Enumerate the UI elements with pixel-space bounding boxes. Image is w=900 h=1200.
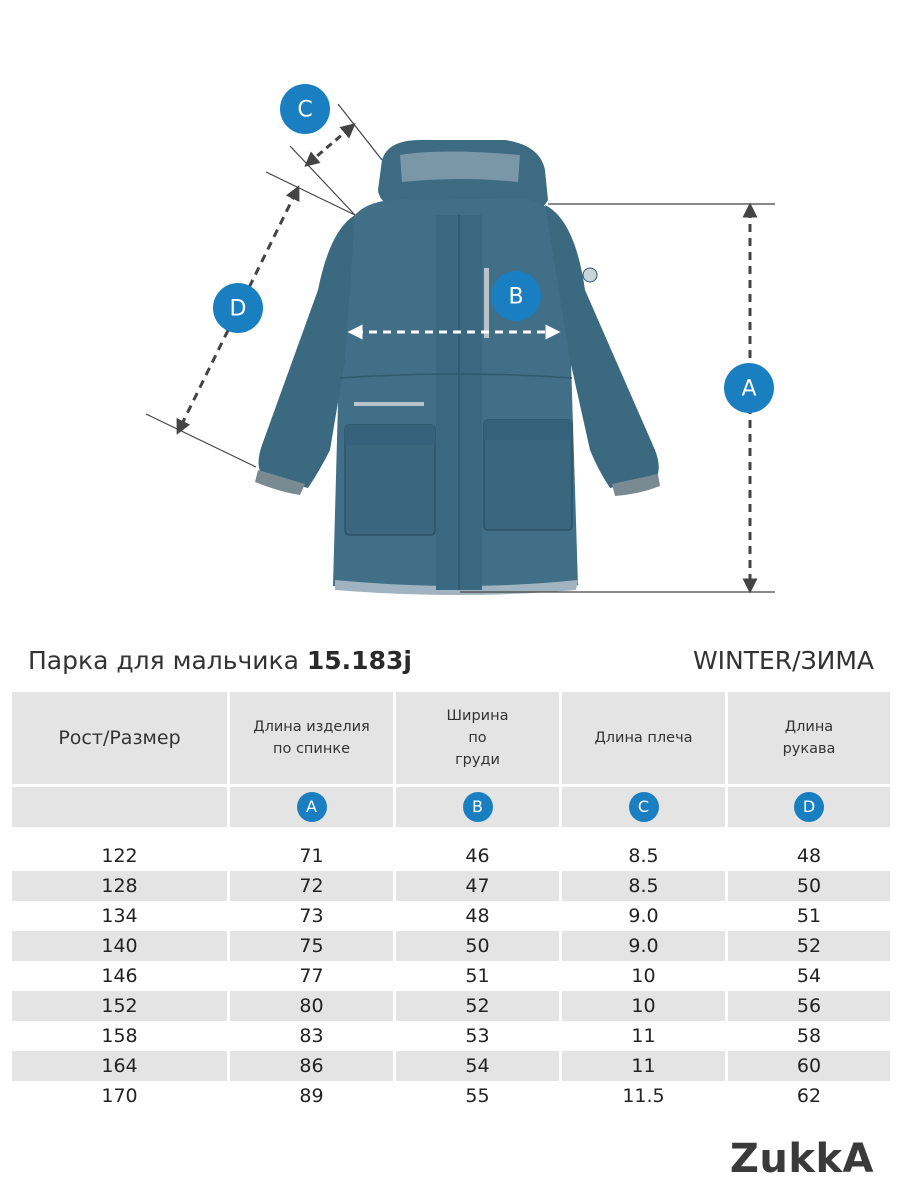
marker-a-label: A [741,376,757,402]
measure-cell: 9.0 [559,931,725,961]
table-row [12,871,890,901]
measure-cell: 54 [393,1051,559,1081]
table-row [12,991,890,1021]
column-marker-cell-4 [725,784,890,827]
measure-cell: 11 [559,1051,725,1081]
column-header-0 [12,692,227,784]
measure-cell: 53 [465,1025,490,1047]
size-cell: 164 [12,1051,227,1081]
table-marker-row [12,784,890,827]
column-header-line: груди [455,752,500,768]
measure-cell: 83 [299,1025,324,1047]
marker-b-label: B [508,284,524,310]
table-row [12,1021,890,1051]
measure-cell: 11.5 [622,1085,665,1107]
table-body [12,827,890,1111]
measure-cell: 9.0 [628,905,659,927]
measure-cell: 54 [796,965,822,987]
measure-cell: 8.5 [628,845,659,867]
measure-cell: 51 [796,905,822,927]
parka-drawing [255,140,660,595]
column-marker-a: A [297,792,327,822]
measure-cell: 10 [559,991,725,1021]
table-row [12,1051,890,1081]
column-header-line: Длина плеча [594,730,693,746]
column-header-line: по [468,730,487,746]
column-marker-cell-2 [393,784,559,827]
size-cell: 128 [12,871,227,901]
size-table [12,692,890,1111]
measure-cell: 52 [725,931,890,961]
column-header-4 [725,692,890,784]
size-cell: 140 [12,931,227,961]
column-header-line: по спинке [273,741,350,757]
column-marker-cell-3 [559,784,725,827]
size-cell: 152 [12,991,227,1021]
column-marker-b: B [463,792,493,822]
measure-cell: 77 [299,965,324,987]
measure-cell: 58 [796,1025,822,1047]
table-header-row [12,692,890,784]
measure-cell: 51 [465,965,490,987]
marker-c [280,84,330,134]
table-row [12,961,890,991]
measure-cell: 75 [227,931,393,961]
measure-c-arrow [310,128,350,162]
measure-cell: 8.5 [559,871,725,901]
measure-cell: 11 [631,1025,656,1047]
size-cell: 170 [101,1085,138,1107]
measure-cell: 60 [725,1051,890,1081]
measure-cell: 62 [796,1085,822,1107]
measure-cell: 46 [465,845,490,867]
measure-cell: 48 [796,845,822,867]
size-cell: 158 [101,1025,138,1047]
measure-cell: 71 [299,845,324,867]
table-row [12,931,890,961]
measure-cell: 86 [227,1051,393,1081]
measure-cell: 10 [631,965,656,987]
column-marker-c: C [629,792,659,822]
column-header-line: рукава [782,741,836,757]
column-header-1 [227,692,393,784]
column-marker-cell-1 [227,784,393,827]
size-cell: 146 [101,965,138,987]
size-cell: 134 [101,905,138,927]
product-name: Парка для мальчика [28,646,299,675]
marker-b [491,271,541,321]
marker-c-label: C [297,97,313,123]
column-marker-d: D [794,792,824,822]
column-header-line: Длина [784,719,834,735]
measure-cell: 47 [393,871,559,901]
column-header-3 [559,692,725,784]
table-row [12,901,890,931]
size-cell: 122 [101,845,138,867]
measure-cell: 55 [465,1085,490,1107]
product-title [28,646,412,675]
season-label: WINTER/ЗИМА [692,646,874,675]
marker-d [213,283,263,333]
measure-cell: 89 [299,1085,324,1107]
measure-cell: 72 [227,871,393,901]
marker-d-label: D [229,296,247,322]
table-row [12,841,890,871]
product-model: 15.183j [306,646,412,675]
measure-cell: 50 [725,871,890,901]
column-header-line: Длина изделия [253,719,370,735]
measure-cell: 80 [227,991,393,1021]
measure-cell: 52 [393,991,559,1021]
column-header-line: Ширина [446,708,509,724]
measure-cell: 73 [299,905,324,927]
measure-cell: 56 [725,991,890,1021]
table-row [12,1081,890,1111]
column-header-2 [393,692,559,784]
measure-cell: 48 [465,905,490,927]
column-header-line: Рост/Размер [58,727,181,749]
measure-cell: 50 [393,931,559,961]
column-marker-cell-0 [12,784,227,827]
marker-a [724,363,774,413]
brand-logo: ZukkA [729,1136,874,1182]
